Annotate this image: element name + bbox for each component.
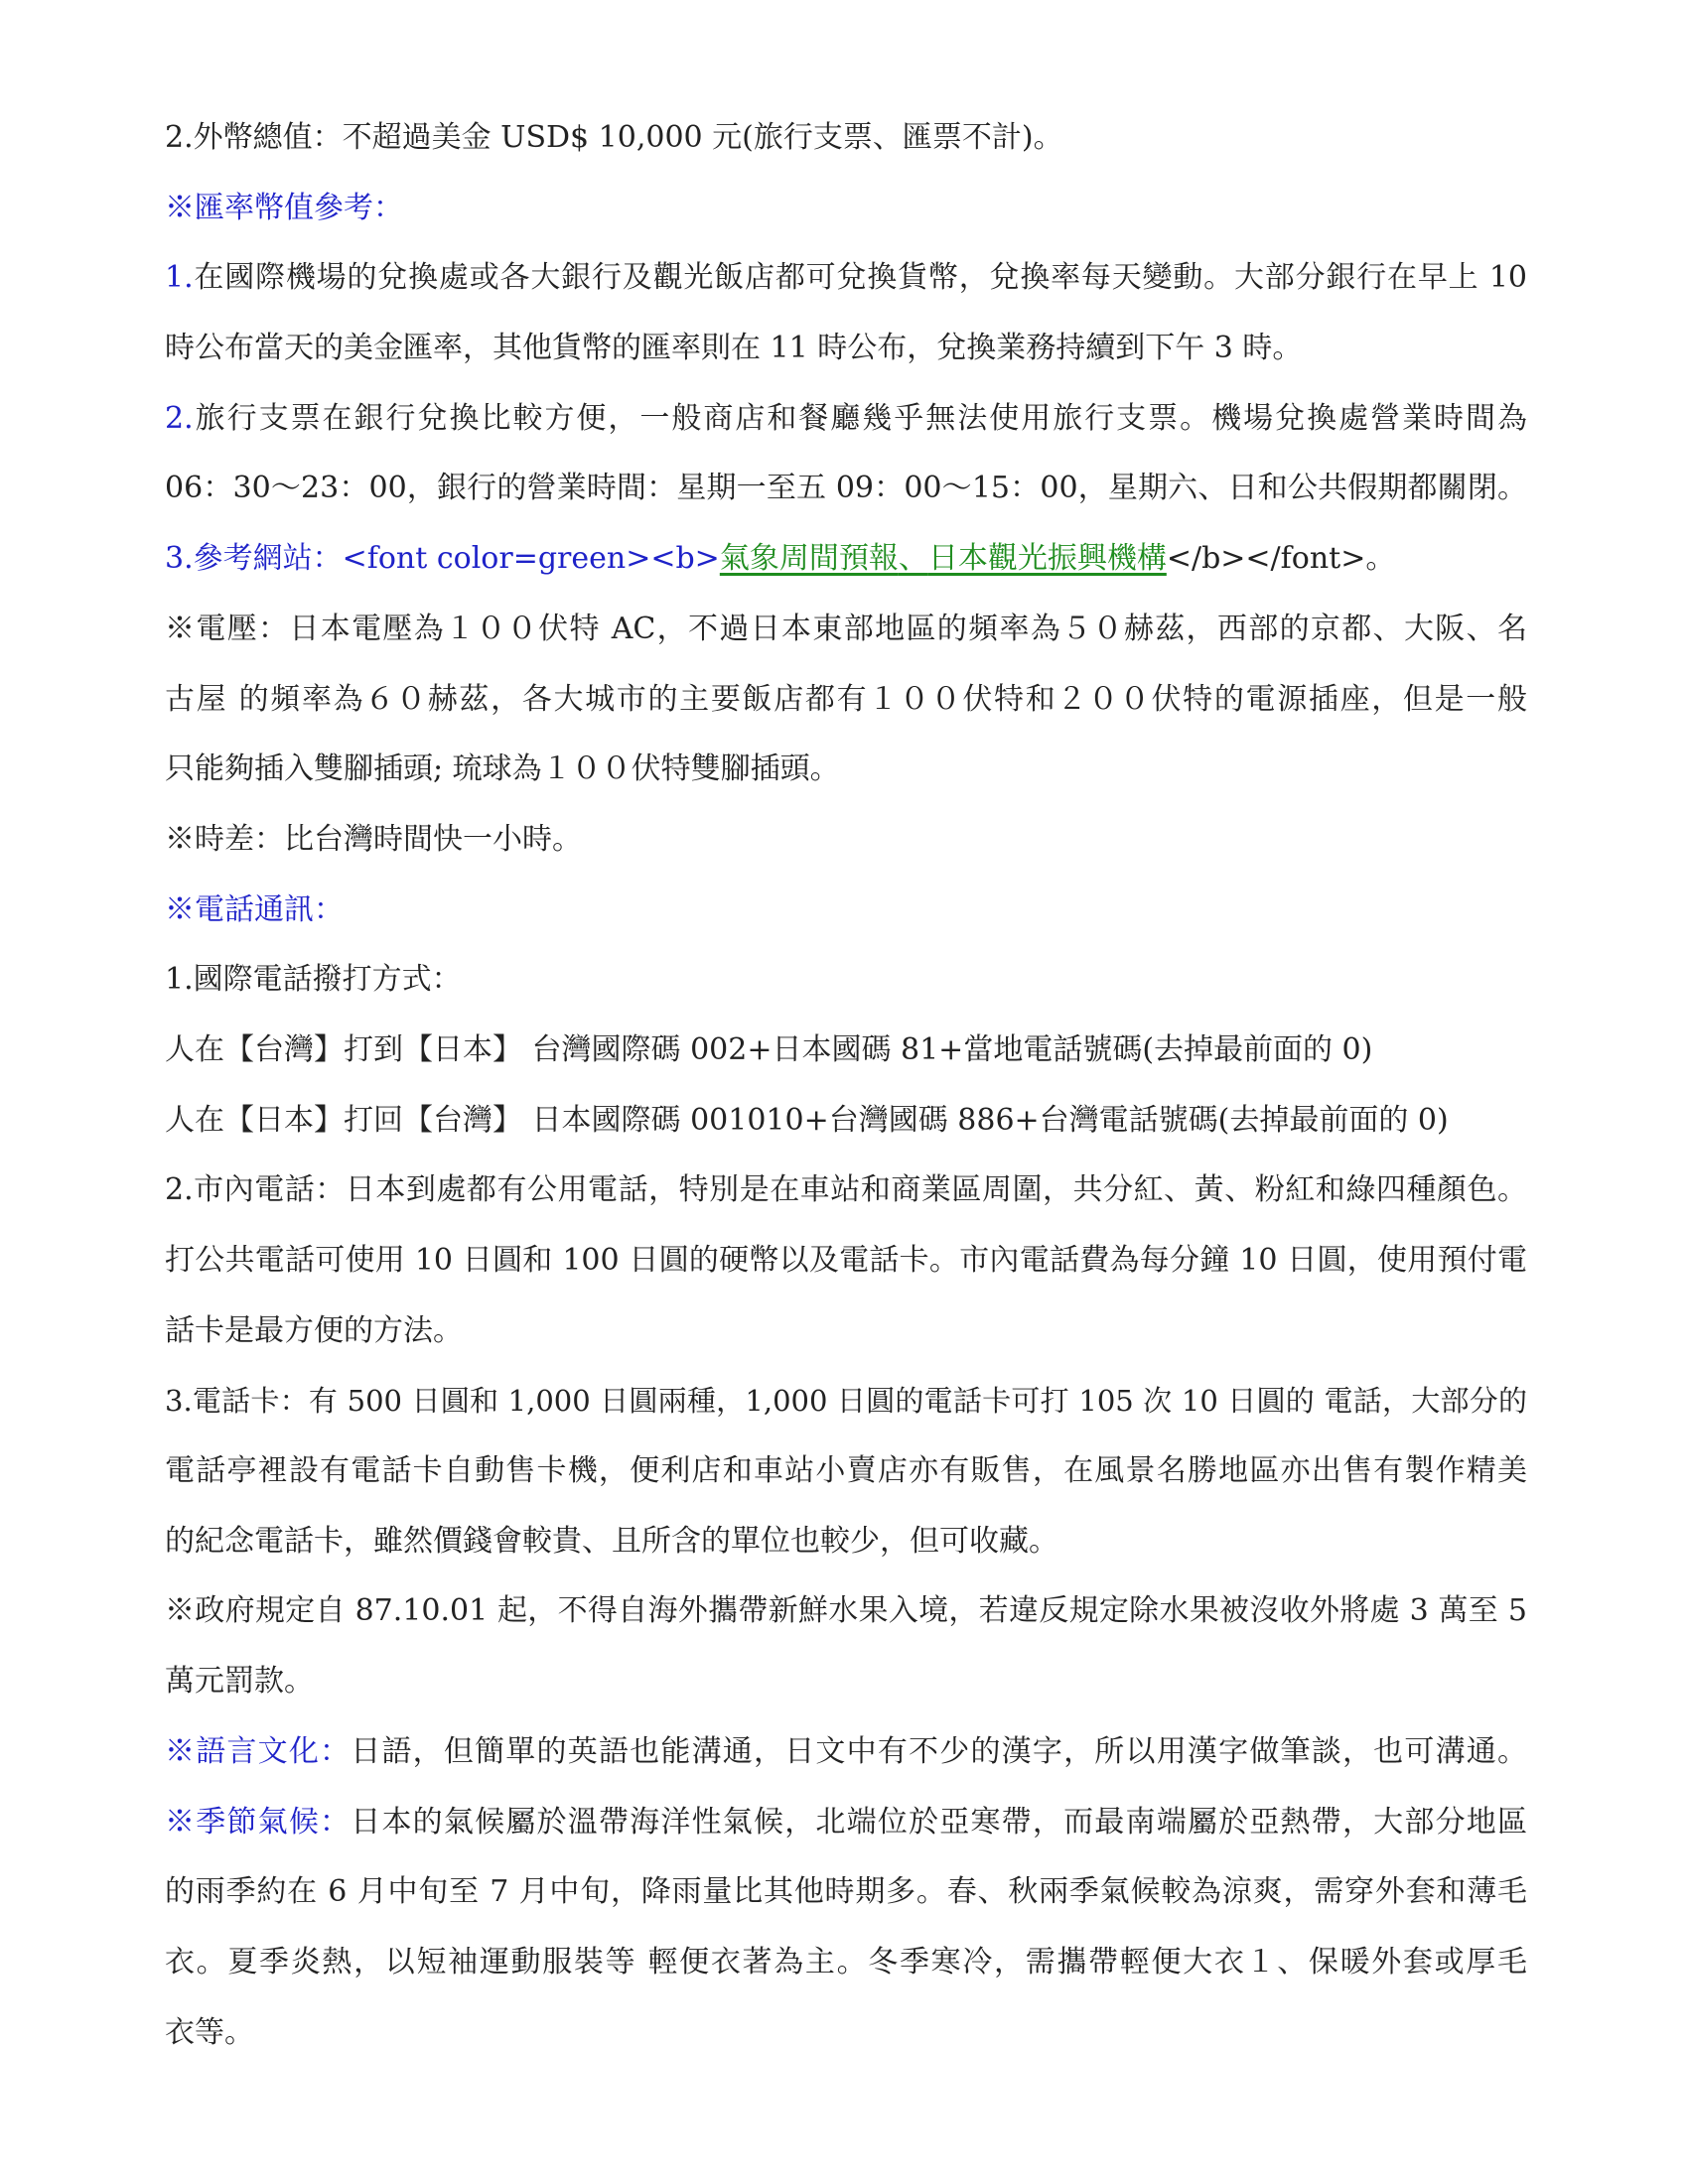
text-line: 打公共電話可使用 10 日圓和 100 日圓的硬幣以及電話卡。市內電話費為每分鐘 10 日圓，使用預付電	[165, 1243, 1527, 1278]
text-line: 人在【台灣】打到【日本】 台灣國際碼 002+日本國碼 81+當地電話號碼(去掉最前面的 0)	[165, 1031, 1373, 1067]
section-heading: ※電話通訊：	[165, 891, 344, 927]
text-line: ※時差：比台灣時間快一小時。	[165, 821, 582, 857]
section-heading: ※季節氣候：	[165, 1804, 352, 1840]
text-line: 電話亭裡設有電話卡自動售卡機，便利店和車站小賣店亦有販售，在風景名勝地區亦出售有製作精美	[165, 1453, 1527, 1489]
reference-sites-line: 3.參考網站：<font color=green><b>氣象周間預報、日本觀光振興機構</b></font>。	[165, 541, 1396, 577]
text-line: ※語言文化：日語，但簡單的英語也能溝通，日文中有不少的漢字，所以用漢字做筆談，也可溝通。	[165, 1733, 1528, 1769]
text-line: 衣。夏季炎熱，以短袖運動服裝等 輕便衣著為主。冬季寒冷，需攜帶輕便大衣１、保暖外套或厚毛	[165, 1944, 1527, 1979]
section-heading: ※匯率幣值參考：	[165, 190, 403, 225]
text-line: 衣等。	[165, 2014, 254, 2050]
text-line: 的雨季約在 6 月中旬至 7 月中旬，降雨量比其他時期多。春、秋兩季氣候較為涼爽，需穿外套和薄毛	[165, 1874, 1527, 1910]
list-number: 2.	[165, 400, 194, 436]
text-line: 1.國際電話撥打方式：	[165, 962, 462, 998]
text-line: 1.在國際機場的兌換處或各大銀行及觀光飯店都可兌換貨幣，兌換率每天變動。大部分銀行在早上 10	[165, 260, 1527, 296]
list-number: 1.	[165, 260, 194, 296]
weather-forecast-link[interactable]: 氣象周間預報	[719, 541, 899, 577]
tourism-organization-link[interactable]: 日本觀光振興機構	[927, 541, 1167, 577]
text-line: 人在【日本】打回【台灣】 日本國際碼 001010+台灣國碼 886+台灣電話號碼(去掉最前面的 0)	[165, 1102, 1449, 1138]
text-line: 時公布當天的美金匯率，其他貨幣的匯率則在 11 時公布，兌換業務持續到下午 3 時。	[165, 331, 1303, 366]
text-line: ※電壓：日本電壓為１００伏特 AC，不過日本東部地區的頻率為５０赫茲，西部的京都、大阪、名	[165, 611, 1527, 646]
text-line: 的紀念電話卡，雖然價錢會較貴、且所含的單位也較少，但可收藏。	[165, 1523, 1058, 1559]
text-line: 話卡是最方便的方法。	[165, 1312, 463, 1348]
text-line: 古屋 的頻率為６０赫茲，各大城市的主要飯店都有１００伏特和２００伏特的電源插座，但是一般	[165, 681, 1527, 717]
text-line: ※政府規定自 87.10.01 起，不得自海外攜帶新鮮水果入境，若違反規定除水果被沒收外將處 3 萬至 5	[165, 1593, 1527, 1629]
text-line: 2.旅行支票在銀行兌換比較方便，一般商店和餐廳幾乎無法使用旅行支票。機場兌換處營業時間為	[165, 400, 1527, 436]
text-line: 2.外幣總值：不超過美金 USD$ 10,000 元(旅行支票、匯票不計)。	[165, 120, 1063, 155]
text-line: 只能夠插入雙腳插頭; 琉球為１００伏特雙腳插頭。	[165, 751, 840, 787]
document-page	[165, 103, 1527, 2068]
text-line: 2.市內電話：日本到處都有公用電話，特別是在車站和商業區周圍，共分紅、黃、粉紅和綠四種顏色。	[165, 1172, 1527, 1208]
text-line: ※季節氣候：日本的氣候屬於溫帶海洋性氣候，北端位於亞寒帶，而最南端屬於亞熱帶，大部分地區	[165, 1804, 1528, 1840]
text-line: 3.電話卡：有 500 日圓和 1,000 日圓兩種，1,000 日圓的電話卡可打 105 次 10 日圓的 電話，大部分的	[165, 1384, 1527, 1419]
text-line: 06：30～23：00，銀行的營業時間：星期一至五 09：00～15：00，星期六、日和公共假期都關閉。	[165, 471, 1527, 506]
text-line: 萬元罰款。	[165, 1664, 314, 1700]
section-heading: ※語言文化：	[165, 1733, 352, 1769]
